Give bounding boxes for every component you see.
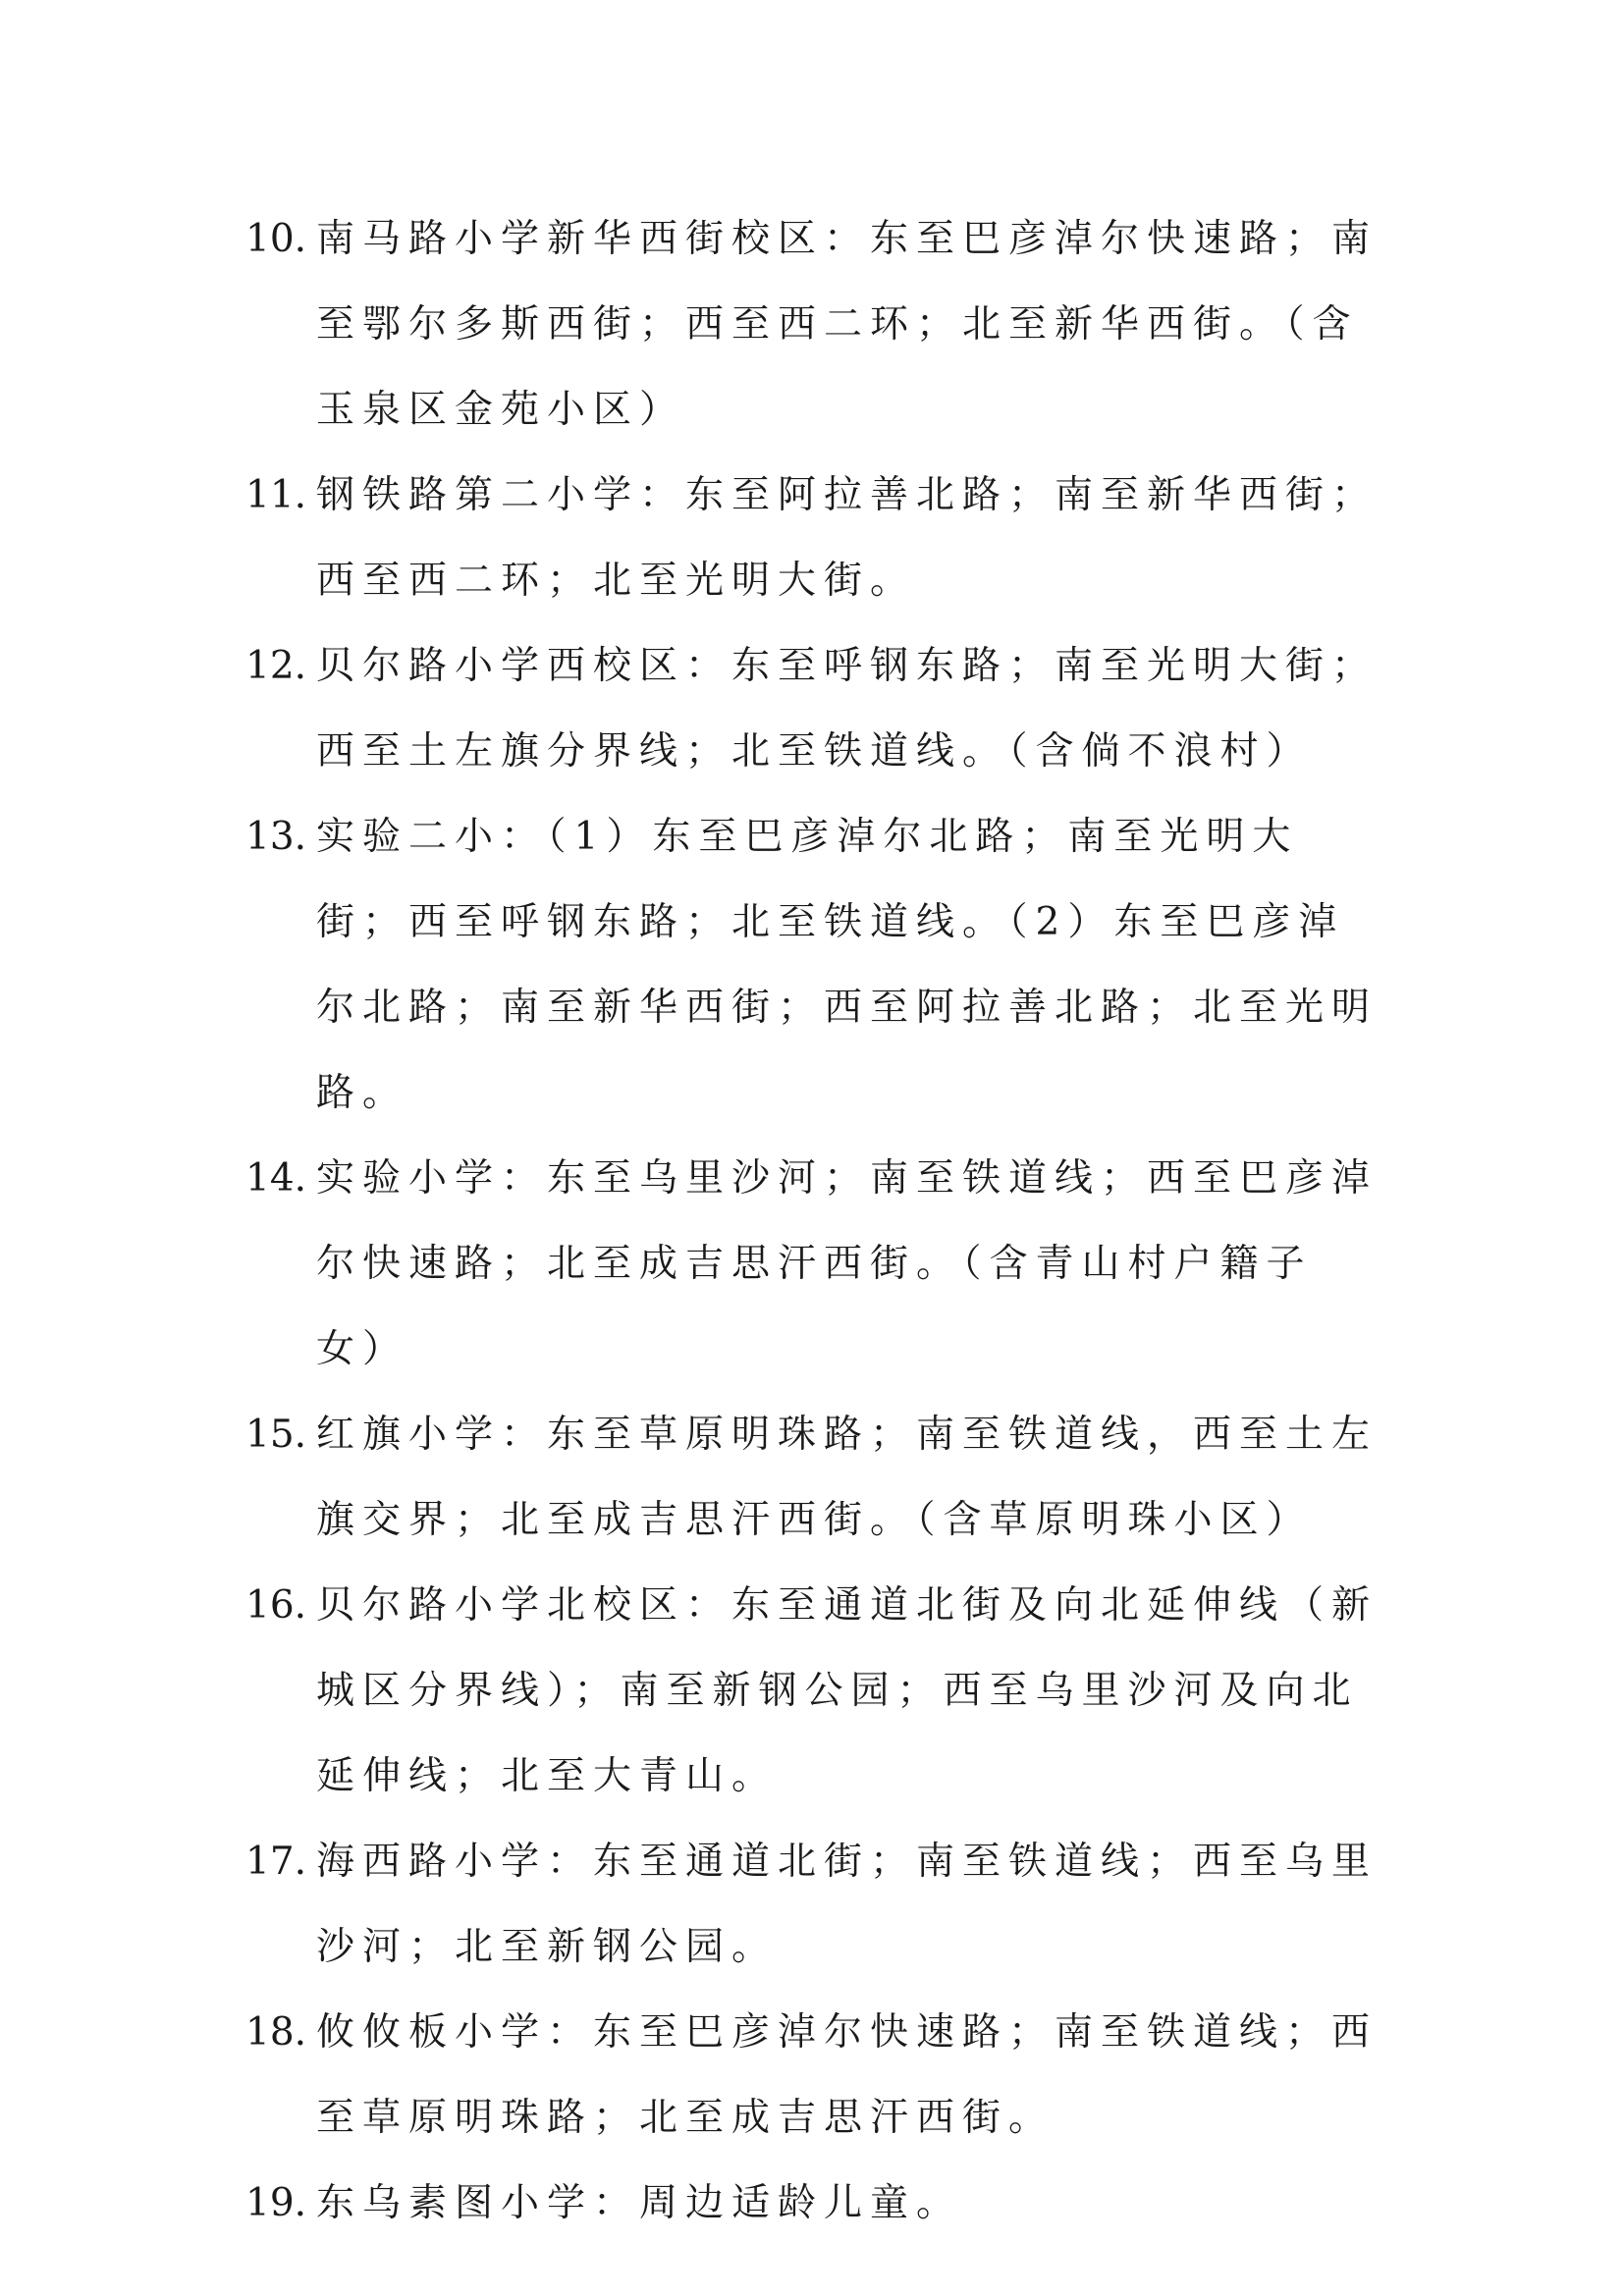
list-item bbox=[245, 1990, 1384, 2161]
item-number: 16. bbox=[245, 1583, 307, 1628]
list-item bbox=[245, 2161, 1384, 2246]
item-text: 钢铁路第二小学：东至阿拉善北路；南至新华西街；西至西二环；北至光明大街。 bbox=[316, 473, 1379, 603]
school-district-list bbox=[245, 196, 1384, 2246]
item-text: 实验二小：（1）东至巴彦淖尔北路；南至光明大街；西至呼钢东路；北至铁道线。（2）东至巴彦淖尔北路；南至新华西街；西至阿拉善北路；北至光明路。 bbox=[316, 815, 1379, 1115]
item-text: 实验小学：东至乌里沙河；南至铁道线；西至巴彦淖尔快速路；北至成吉思汗西街。（含青山村户籍子女） bbox=[316, 1156, 1379, 1371]
item-text: 攸攸板小学：东至巴彦淖尔快速路；南至铁道线；西至草原明珠路；北至成吉思汗西街。 bbox=[316, 2010, 1379, 2140]
item-text: 贝尔路小学西校区：东至呼钢东路；南至光明大街；西至土左旗分界线；北至铁道线。（含倘不浪村） bbox=[316, 644, 1379, 774]
list-item bbox=[245, 196, 1384, 453]
list-item bbox=[245, 1819, 1384, 1990]
list-item bbox=[245, 794, 1384, 1136]
item-text: 南马路小学新华西街校区：东至巴彦淖尔快速路；南至鄂尔多斯西街；西至西二环；北至新华西街。（含玉泉区金苑小区） bbox=[316, 217, 1379, 432]
list-item bbox=[245, 1392, 1384, 1563]
item-number: 13. bbox=[245, 815, 307, 859]
item-number: 11. bbox=[245, 473, 307, 517]
list-item bbox=[245, 623, 1384, 794]
item-text: 贝尔路小学北校区：东至通道北街及向北延伸线（新城区分界线）；南至新钢公园；西至乌里沙河及向北延伸线；北至大青山。 bbox=[316, 1583, 1379, 1798]
item-number: 14. bbox=[245, 1156, 307, 1201]
item-number: 19. bbox=[245, 2181, 307, 2225]
item-number: 10. bbox=[245, 217, 307, 261]
item-number: 12. bbox=[245, 644, 307, 688]
item-number: 15. bbox=[245, 1413, 307, 1457]
list-item bbox=[245, 1563, 1384, 1819]
item-text: 东乌素图小学：周边适龄儿童。 bbox=[316, 2181, 963, 2225]
item-number: 17. bbox=[245, 1840, 307, 1884]
item-text: 海西路小学：东至通道北街；南至铁道线；西至乌里沙河；北至新钢公园。 bbox=[316, 1840, 1379, 1969]
list-item bbox=[245, 453, 1384, 623]
item-text: 红旗小学：东至草原明珠路；南至铁道线，西至土左旗交界；北至成吉思汗西街。（含草原明珠小区） bbox=[316, 1413, 1379, 1542]
list-item bbox=[245, 1136, 1384, 1392]
item-number: 18. bbox=[245, 2010, 307, 2055]
